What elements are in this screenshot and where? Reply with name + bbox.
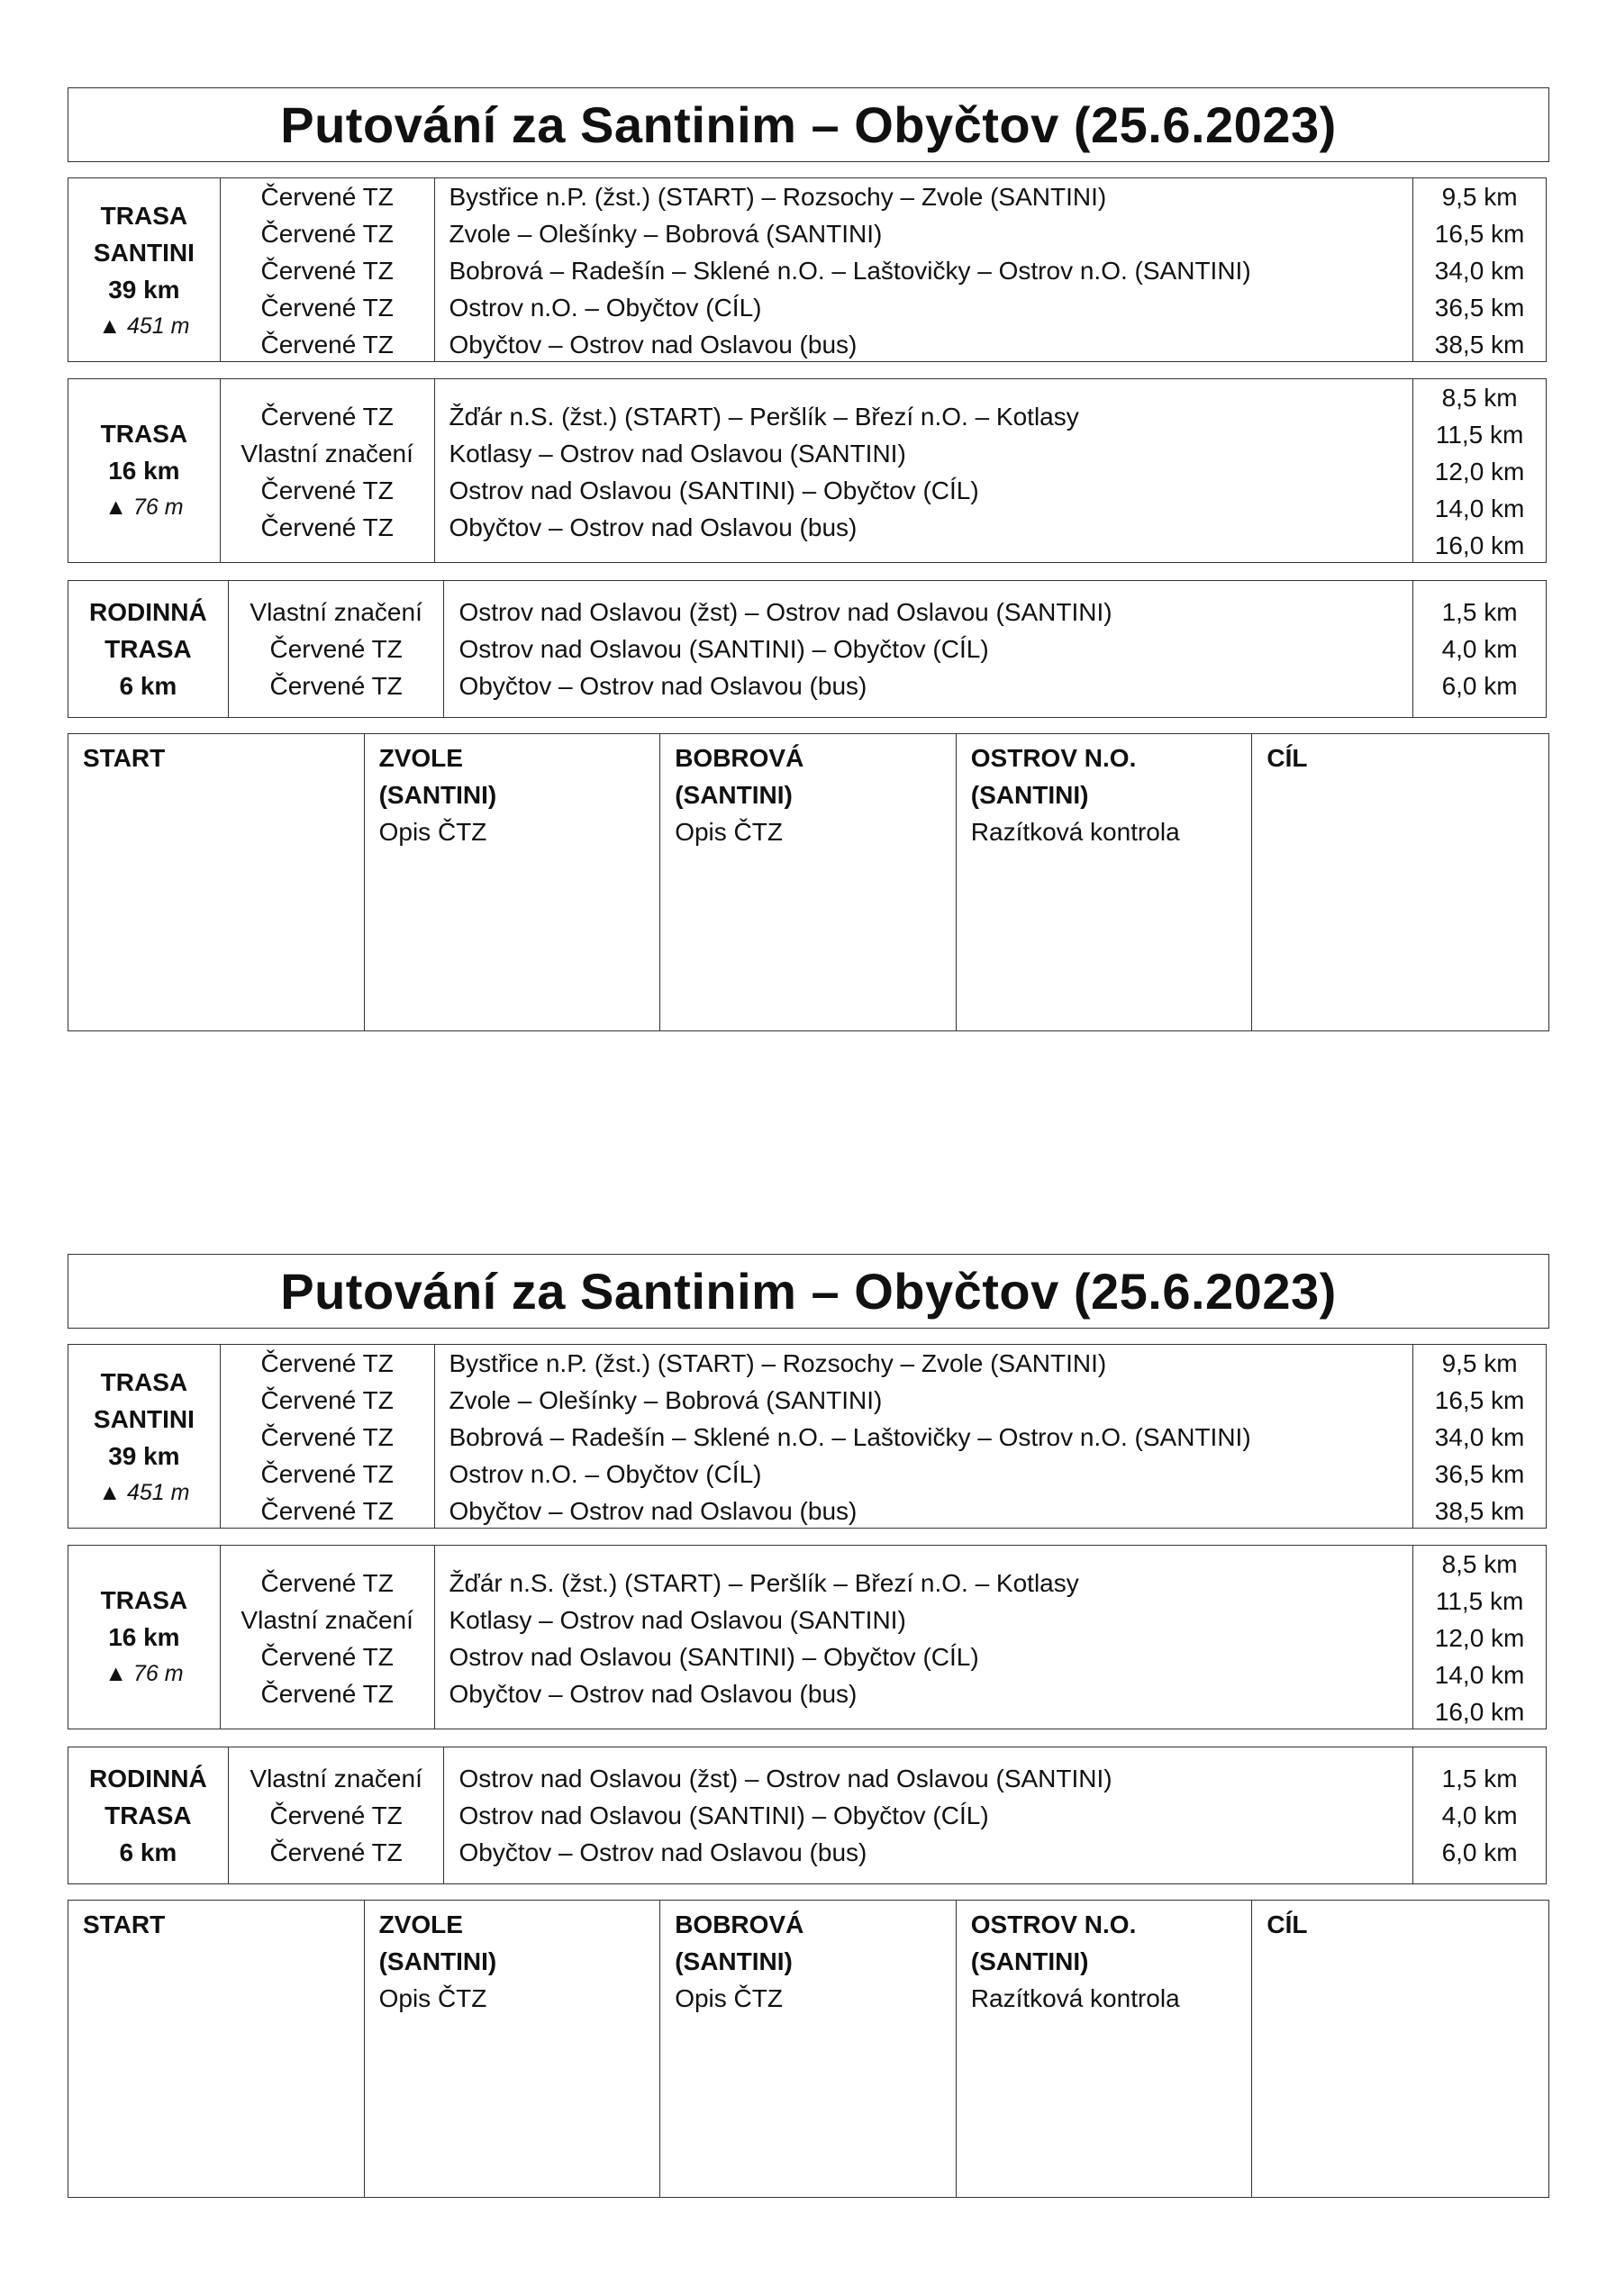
route-name-line: TRASA bbox=[100, 201, 188, 230]
marking: Červené TZ bbox=[260, 1497, 394, 1525]
marking-column bbox=[221, 1546, 435, 1729]
checkpoint-zvole bbox=[365, 734, 661, 1030]
segment: Obyčtov – Ostrov nad Oslavou (bus) bbox=[458, 1838, 867, 1866]
segment-column bbox=[444, 1747, 1413, 1883]
checkpoint-note: Opis ČTZ bbox=[675, 1984, 783, 2012]
checkpoint-label: START bbox=[83, 744, 166, 772]
segment: Bystřice n.P. (žst.) (START) – Rozsochy – Zvole (SANTINI) bbox=[449, 1349, 1107, 1377]
marking-column bbox=[221, 178, 435, 361]
checkpoint-label: BOBROVÁ bbox=[675, 1910, 804, 1938]
route-name-line: TRASA bbox=[100, 420, 188, 448]
distance: 38,5 km bbox=[1434, 1497, 1525, 1525]
segment: Žďár n.S. (žst.) (START) – Peršlík – Březí n.O. – Kotlasy bbox=[449, 1569, 1079, 1597]
distance: 34,0 km bbox=[1434, 257, 1525, 285]
marking: Vlastní značení bbox=[250, 1765, 422, 1792]
marking: Červené TZ bbox=[260, 1460, 394, 1488]
marking: Červené TZ bbox=[260, 183, 394, 211]
route-table-16km bbox=[68, 378, 1547, 563]
segment: Zvole – Olešínky – Bobrová (SANTINI) bbox=[449, 220, 883, 248]
route-name-line: RODINNÁ bbox=[89, 598, 207, 626]
marking-column bbox=[221, 1345, 435, 1528]
segment: Bobrová – Radešín – Sklené n.O. – Laštovičky – Ostrov n.O. (SANTINI) bbox=[449, 257, 1251, 285]
route-name-line: TRASA bbox=[100, 1367, 188, 1396]
distance-column bbox=[1413, 1345, 1546, 1528]
segment-column bbox=[435, 379, 1414, 562]
route-name-line: TRASA bbox=[100, 1586, 188, 1614]
segment: Kotlasy – Ostrov nad Oslavou (SANTINI) bbox=[449, 440, 906, 467]
checkpoint-label: CÍL bbox=[1266, 744, 1308, 772]
route-name-line: 16 km bbox=[108, 1623, 180, 1651]
segment: Žďár n.S. (žst.) (START) – Peršlík – Březí n.O. – Kotlasy bbox=[449, 403, 1079, 431]
marking: Červené TZ bbox=[260, 403, 394, 431]
checkpoint-label: CÍL bbox=[1266, 1910, 1308, 1938]
distance: 1,5 km bbox=[1441, 1765, 1518, 1792]
checkpoint-bobrova bbox=[660, 734, 957, 1030]
route-name-line: 6 km bbox=[119, 672, 177, 700]
distance-column bbox=[1413, 379, 1546, 562]
elevation-gain: ▲ 451 m bbox=[98, 313, 190, 339]
segment: Ostrov nad Oslavou (SANTINI) – Obyčtov (CÍL) bbox=[449, 1643, 979, 1671]
distance: 9,5 km bbox=[1441, 183, 1518, 211]
distance: 9,5 km bbox=[1441, 1349, 1518, 1377]
distance: 12,0 km bbox=[1434, 458, 1525, 486]
checkpoint-finish bbox=[1252, 1901, 1548, 2197]
distance: 16,0 km bbox=[1434, 1698, 1525, 1726]
segment: Kotlasy – Ostrov nad Oslavou (SANTINI) bbox=[449, 1606, 906, 1634]
checkpoint-note: Opis ČTZ bbox=[675, 818, 783, 846]
marking: Červené TZ bbox=[260, 1680, 394, 1708]
distance: 16,5 km bbox=[1434, 220, 1525, 248]
route-name-line: 16 km bbox=[108, 457, 180, 485]
checkpoint-label: OSTROV N.O. bbox=[970, 744, 1137, 772]
marking: Vlastní značení bbox=[241, 1606, 413, 1634]
marking: Červené TZ bbox=[269, 635, 403, 663]
checkpoint-label: BOBROVÁ bbox=[675, 744, 804, 772]
distance-column bbox=[1413, 1747, 1546, 1883]
segment: Zvole – Olešínky – Bobrová (SANTINI) bbox=[449, 1386, 883, 1414]
segment: Ostrov nad Oslavou (žst) – Ostrov nad Oslavou (SANTINI) bbox=[458, 598, 1112, 626]
marking: Červené TZ bbox=[269, 1838, 403, 1866]
route-name-cell bbox=[68, 1747, 229, 1883]
distance: 6,0 km bbox=[1441, 672, 1518, 700]
page-title: Putování za Santinim – Obyčtov (25.6.2023) bbox=[68, 87, 1549, 162]
distance: 11,5 km bbox=[1435, 1587, 1524, 1615]
segment: Ostrov nad Oslavou (SANTINI) – Obyčtov (CÍL) bbox=[458, 1801, 989, 1829]
page-title: Putování za Santinim – Obyčtov (25.6.2023) bbox=[68, 1254, 1549, 1329]
distance: 38,5 km bbox=[1434, 331, 1525, 358]
segment: Obyčtov – Ostrov nad Oslavou (bus) bbox=[458, 672, 867, 700]
checkpoint-bobrova bbox=[660, 1901, 957, 2197]
segment: Ostrov nad Oslavou (žst) – Ostrov nad Oslavou (SANTINI) bbox=[458, 1765, 1112, 1792]
segment: Ostrov n.O. – Obyčtov (CÍL) bbox=[449, 1460, 762, 1488]
checkpoint-start bbox=[68, 734, 365, 1030]
marking-column bbox=[221, 379, 435, 562]
distance: 8,5 km bbox=[1441, 384, 1518, 412]
route-name-line: RODINNÁ bbox=[89, 1765, 207, 1792]
distance: 12,0 km bbox=[1434, 1624, 1525, 1652]
route-name-line: 39 km bbox=[108, 275, 180, 304]
checkpoint-table bbox=[68, 1900, 1549, 2198]
checkpoint-label: (SANTINI) bbox=[675, 781, 793, 809]
distance: 36,5 km bbox=[1434, 1460, 1525, 1488]
distance: 4,0 km bbox=[1441, 635, 1518, 663]
checkpoint-ostrov bbox=[957, 1901, 1253, 2197]
route-name-cell bbox=[68, 379, 221, 562]
segment: Bystřice n.P. (žst.) (START) – Rozsochy – Zvole (SANTINI) bbox=[449, 183, 1107, 211]
checkpoint-finish bbox=[1252, 734, 1548, 1030]
distance: 36,5 km bbox=[1434, 294, 1525, 322]
checkpoint-label: (SANTINI) bbox=[378, 1947, 497, 1975]
segment: Obyčtov – Ostrov nad Oslavou (bus) bbox=[449, 1497, 858, 1525]
distance: 11,5 km bbox=[1435, 421, 1524, 449]
marking: Červené TZ bbox=[269, 1801, 403, 1829]
marking: Vlastní značení bbox=[250, 598, 422, 626]
segment-column bbox=[435, 178, 1414, 361]
distance: 14,0 km bbox=[1434, 495, 1525, 522]
segment-column bbox=[435, 1345, 1414, 1528]
route-table-family bbox=[68, 1747, 1547, 1884]
marking: Červené TZ bbox=[260, 257, 394, 285]
distance: 8,5 km bbox=[1441, 1550, 1518, 1578]
checkpoint-label: OSTROV N.O. bbox=[970, 1910, 1137, 1938]
marking-column bbox=[229, 1747, 445, 1883]
marking-column bbox=[229, 581, 445, 717]
checkpoint-note: Opis ČTZ bbox=[378, 1984, 487, 2012]
route-name-cell bbox=[68, 178, 221, 361]
distance-column bbox=[1413, 581, 1546, 717]
marking: Červené TZ bbox=[260, 1386, 394, 1414]
segment: Obyčtov – Ostrov nad Oslavou (bus) bbox=[449, 1680, 858, 1708]
marking: Červené TZ bbox=[260, 331, 394, 358]
route-name-line: 6 km bbox=[119, 1838, 177, 1866]
route-name-cell bbox=[68, 1345, 221, 1528]
checkpoint-label: ZVOLE bbox=[378, 1910, 463, 1938]
marking: Červené TZ bbox=[260, 294, 394, 322]
distance-column bbox=[1413, 1546, 1546, 1729]
route-table-santini bbox=[68, 1344, 1547, 1529]
route-table-santini bbox=[68, 177, 1547, 362]
checkpoint-label: ZVOLE bbox=[378, 744, 463, 772]
segment: Ostrov nad Oslavou (SANTINI) – Obyčtov (CÍL) bbox=[458, 635, 989, 663]
segment-column bbox=[444, 581, 1413, 717]
checkpoint-label: (SANTINI) bbox=[378, 781, 497, 809]
checkpoint-note: Opis ČTZ bbox=[378, 818, 487, 846]
segment: Ostrov nad Oslavou (SANTINI) – Obyčtov (CÍL) bbox=[449, 476, 979, 504]
distance: 14,0 km bbox=[1434, 1661, 1525, 1689]
marking: Červené TZ bbox=[260, 1349, 394, 1377]
route-name-cell bbox=[68, 581, 229, 717]
distance: 16,5 km bbox=[1434, 1386, 1525, 1414]
marking: Vlastní značení bbox=[241, 440, 413, 467]
distance: 34,0 km bbox=[1434, 1423, 1525, 1451]
checkpoint-label: (SANTINI) bbox=[970, 781, 1089, 809]
marking: Červené TZ bbox=[260, 513, 394, 541]
segment: Obyčtov – Ostrov nad Oslavou (bus) bbox=[449, 331, 858, 358]
elevation-gain: ▲ 451 m bbox=[98, 1479, 190, 1505]
segment: Bobrová – Radešín – Sklené n.O. – Laštovičky – Ostrov n.O. (SANTINI) bbox=[449, 1423, 1251, 1451]
checkpoint-note: Razítková kontrola bbox=[970, 1984, 1180, 2012]
route-name-line: TRASA bbox=[104, 635, 192, 663]
checkpoint-note: Razítková kontrola bbox=[970, 818, 1180, 846]
checkpoint-label: START bbox=[83, 1910, 166, 1938]
route-table-family bbox=[68, 580, 1547, 718]
route-name-line: TRASA bbox=[104, 1801, 192, 1829]
elevation-gain: ▲ 76 m bbox=[104, 1661, 184, 1686]
route-name-line: 39 km bbox=[108, 1441, 180, 1470]
checkpoint-start bbox=[68, 1901, 365, 2197]
route-name-cell bbox=[68, 1546, 221, 1729]
distance: 4,0 km bbox=[1441, 1801, 1518, 1829]
distance-column bbox=[1413, 178, 1546, 361]
checkpoint-ostrov bbox=[957, 734, 1253, 1030]
distance: 16,0 km bbox=[1434, 531, 1525, 559]
segment: Ostrov n.O. – Obyčtov (CÍL) bbox=[449, 294, 762, 322]
checkpoint-zvole bbox=[365, 1901, 661, 2197]
route-name-line: SANTINI bbox=[93, 238, 195, 267]
marking: Červené TZ bbox=[260, 220, 394, 248]
segment-column bbox=[435, 1546, 1414, 1729]
marking: Červené TZ bbox=[260, 1643, 394, 1671]
marking: Červené TZ bbox=[260, 1569, 394, 1597]
distance: 1,5 km bbox=[1441, 598, 1518, 626]
marking: Červené TZ bbox=[269, 672, 403, 700]
elevation-gain: ▲ 76 m bbox=[104, 495, 184, 520]
checkpoint-label: (SANTINI) bbox=[970, 1947, 1089, 1975]
route-table-16km bbox=[68, 1545, 1547, 1729]
checkpoint-label: (SANTINI) bbox=[675, 1947, 793, 1975]
checkpoint-table bbox=[68, 733, 1549, 1031]
marking: Červené TZ bbox=[260, 476, 394, 504]
segment: Obyčtov – Ostrov nad Oslavou (bus) bbox=[449, 513, 858, 541]
distance: 6,0 km bbox=[1441, 1838, 1518, 1866]
marking: Červené TZ bbox=[260, 1423, 394, 1451]
route-name-line: SANTINI bbox=[93, 1404, 195, 1433]
